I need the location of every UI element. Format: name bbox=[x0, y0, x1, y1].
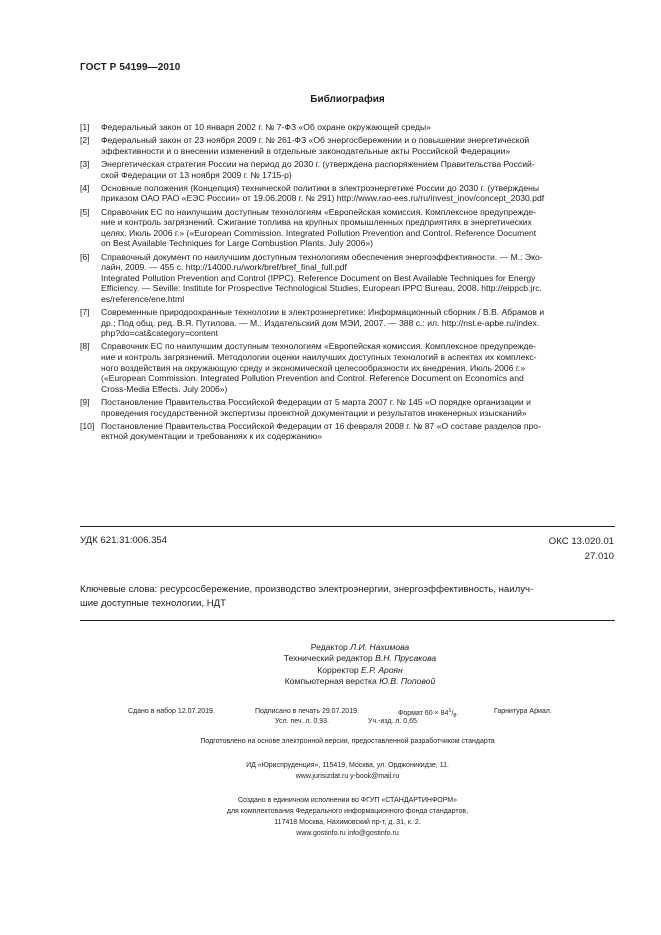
keywords-line-2: шие доступные технологии, НДТ bbox=[80, 597, 226, 609]
credit-person: В.Н. Прусакова bbox=[375, 653, 437, 664]
bibliography-item-number: [7] bbox=[80, 307, 90, 318]
bibliography-item bbox=[80, 207, 616, 249]
bibliography-item-line: лайн, 2009. — 455 с. http://14000.ru/work/bref/bref_final_full.pdf bbox=[101, 262, 347, 273]
bibliography-item-text bbox=[101, 252, 616, 305]
bibliography-item-text bbox=[101, 207, 616, 249]
bibliography-item-number: [9] bbox=[80, 397, 90, 407]
bibliography-item-text bbox=[101, 341, 616, 394]
bibliography-item-number: [8] bbox=[80, 341, 90, 352]
bibliography-item-line: es/reference/ene.html bbox=[101, 293, 185, 304]
bibliography-item-line: Постановление Правительства Российской Федерации от 5 марта 2007 г. № 145 «О порядке организации и bbox=[101, 397, 531, 407]
bibliography-item-line: ного воздействия на окружающую среду и экономической целесообразности их внедрения. Июль 2006 г.» bbox=[101, 362, 526, 373]
bibliography-item-number: [10] bbox=[80, 420, 95, 431]
created-by: Создано в единичном исполнении во ФГУП «СТАНДАРТИНФОРМ» bbox=[237, 797, 458, 804]
oks-code-2: 27.010 bbox=[584, 550, 614, 562]
keywords-line-1: Ключевые слова: ресурсосбережение, производство электроэнергии, энергоэффективность, наилуч- bbox=[80, 584, 534, 595]
credit-tech-editor bbox=[180, 653, 540, 664]
standard-code: ГОСТ Р 54199—2010 bbox=[80, 62, 181, 73]
bibliography-item-line: эффективности и о внесении изменений в отдельные законодательные акты Российской Федерации» bbox=[101, 145, 511, 156]
bibliography-item-line: др.; Под общ. ред. В.Я. Путилова. — М.: Издательский дом МЭИ, 2007. — 388 с.: ил. http://nst.e-apbe.ru/index. bbox=[101, 317, 540, 328]
udk-code: УДК 621.31:006.354 bbox=[80, 535, 168, 546]
bibliography-item-line: ние и контроль загрязнений. Сжигание топлива на крупных промышленных предприятиях в энергетических bbox=[101, 217, 532, 228]
bibliography-item-line: Федеральный закон от 10 января 2002 г. № 7-ФЗ «Об охране окружающей среды» bbox=[101, 122, 431, 132]
imprint-typeface: Гарнитура Ариал. bbox=[494, 708, 552, 715]
bibliography-item-number: [6] bbox=[80, 251, 90, 262]
bibliography-item-line: Efficiency. — Seville: Institute for Prospective Technological Studies, European IPPC Bureau, 2008. http://eippcb.jrc. bbox=[101, 283, 542, 294]
oks-codes bbox=[549, 535, 614, 564]
bibliography-item-number: [5] bbox=[80, 206, 90, 217]
bibliography-item-text bbox=[101, 421, 616, 442]
divider-top bbox=[80, 526, 615, 527]
credits-block bbox=[180, 642, 540, 688]
bibliography-item bbox=[80, 135, 616, 156]
imprint-publ-sheets: Уч.-изд. л. 0,65. bbox=[368, 718, 419, 725]
bibliography-item-number: [4] bbox=[80, 182, 90, 193]
imprint-signed: Подписано в печать 29.07.2019. bbox=[255, 708, 359, 715]
bibliography-item-text bbox=[101, 135, 616, 156]
publisher-contacts: www.jurisizdat.ru y-book@mail.ru bbox=[295, 773, 400, 780]
bibliography-item-line: ние и контроль загрязнений. Методологии оценки наилучших доступных технологий в аспектах их комплекс- bbox=[101, 352, 537, 363]
bibliography-item-number: [3] bbox=[80, 158, 90, 169]
credit-layout bbox=[180, 676, 540, 687]
bibliography-item-line: Справочник ЕС по наилучшим доступным технологиям «Европейская комиссия. Комплексное предупрежде- bbox=[101, 206, 536, 217]
bibliography-item-line: Справочный документ по наилучшим доступным технологиям обеспечения энергоэффективности. — М.: Эко- bbox=[101, 251, 543, 262]
bibliography-item-line: Справочник ЕС по наилучшим доступным технологиям «Европейская комиссия. Комплексное предупрежде- bbox=[101, 341, 536, 352]
bibliography-list bbox=[80, 122, 616, 445]
bibliography-item bbox=[80, 159, 616, 180]
keywords bbox=[80, 583, 615, 610]
bibliography-item-line: Современные природоохранные технологии в электроэнергетике: Информационный сборник / В.В. Абрамов и bbox=[101, 307, 545, 318]
credit-person: Л.И. Нахимова bbox=[350, 642, 410, 652]
bibliography-item-line: php?do=cat&category=content bbox=[101, 328, 219, 339]
imprint-prepared: Подготовлено на основе электронной версии, предоставленной разработчиком стандарта bbox=[200, 738, 495, 745]
created-purpose: для комплектования Федерального информационного фонда стандартов, bbox=[226, 808, 469, 815]
credit-role: Корректор bbox=[317, 664, 359, 675]
credit-role: Технический редактор bbox=[283, 653, 373, 664]
bibliography-item-line: ской Федерации от 13 ноября 2009 г. № 1715-р) bbox=[101, 169, 292, 180]
bibliography-item-line: проведения государственной экспертизы проектной документации и результатов инженерных изысканий» bbox=[101, 407, 527, 418]
divider-bottom bbox=[80, 620, 615, 621]
imprint-print-sheets: Усл. печ. л. 0,93. bbox=[275, 718, 329, 725]
bibliography-item-number: [2] bbox=[80, 135, 90, 146]
bibliography-item bbox=[80, 183, 616, 204]
oks-code-1: ОКС 13.020.01 bbox=[548, 536, 614, 547]
bibliography-item-line: Федеральный закон от 23 ноября 2009 г. № 261-ФЗ «Об энергосбережении и о повышении энергетической bbox=[101, 135, 530, 146]
bibliography-item bbox=[80, 341, 616, 394]
bibliography-item-text bbox=[101, 307, 616, 339]
publisher-address: ИД «Юриспруденция», 115419, Москва, ул. Орджоникидзе, 11. bbox=[246, 762, 449, 769]
bibliography-item bbox=[80, 421, 616, 442]
bibliography-item bbox=[80, 122, 616, 133]
bibliography-item-text bbox=[101, 159, 616, 180]
bibliography-item-line: Основные положения (Концепция) технической политики в электроэнергетике России до 2030 г. (утверждены bbox=[101, 182, 540, 193]
bibliography-item-line: Постановление Правительства Российской Федерации от 16 февраля 2008 г. № 87 «О составе разделов про- bbox=[101, 420, 541, 431]
bibliography-item-line: («European Commission. Integrated Pollution Prevention and Control. Reference Document on Economics and bbox=[101, 373, 524, 384]
bibliography-item-line: on Best Available Techniques for Large Combustion Plants. July 2006») bbox=[101, 238, 373, 249]
imprint-submitted: Сдано в набор 12.07.2019. bbox=[128, 708, 215, 715]
bibliography-item-text bbox=[101, 397, 616, 418]
bibliography-title: Библиография bbox=[310, 94, 385, 105]
bibliography-item-text bbox=[101, 122, 616, 133]
credit-proofreader bbox=[180, 665, 540, 676]
credit-role: Редактор bbox=[310, 642, 348, 652]
bibliography-item-line: целях. Июль 2006 г.» («European Commission. Integrated Pollution Prevention and Control. Reference Document bbox=[101, 227, 537, 238]
bibliography-item-number: [1] bbox=[80, 122, 90, 132]
bibliography-item-line: Integrated Pollution Prevention and Control (IPPC). Reference Document on Best Available Techniques for Energy bbox=[101, 272, 536, 283]
credit-editor bbox=[180, 642, 540, 653]
bibliography-item-line: Энергетическая стратегия России на период до 2030 г. (утверждена распоряжением Правительства Россий- bbox=[101, 158, 535, 169]
bibliography-item-line: ектной документации и требованиях к их содержанию» bbox=[101, 431, 323, 442]
created-contacts: www.gostinfo.ru info@gostinfo.ru bbox=[296, 830, 399, 837]
credit-role: Компьютерная верстка bbox=[284, 676, 377, 687]
bibliography-item bbox=[80, 252, 616, 305]
created-address: 117418 Москва, Нахимовский пр-т, д. 31, к. 2. bbox=[274, 819, 421, 826]
imprint-format: Формат $60 \times 84^1/_8$. bbox=[398, 708, 459, 719]
credit-person: Ю.В. Поповой bbox=[379, 676, 436, 687]
bibliography-item-line: приказом ОАО РАО «ЕЭС России» от 19.06.2008 г. № 291) http://www.rao-ees.ru/ru/invest_inov/concept_2030.pdf bbox=[101, 193, 545, 204]
bibliography-item bbox=[80, 307, 616, 339]
bibliography-item bbox=[80, 397, 616, 418]
credit-person: Е.Р. Ароян bbox=[361, 664, 403, 675]
bibliography-item-line: Cross-Media Effects. July 2006») bbox=[101, 383, 228, 394]
bibliography-item-text bbox=[101, 183, 616, 204]
